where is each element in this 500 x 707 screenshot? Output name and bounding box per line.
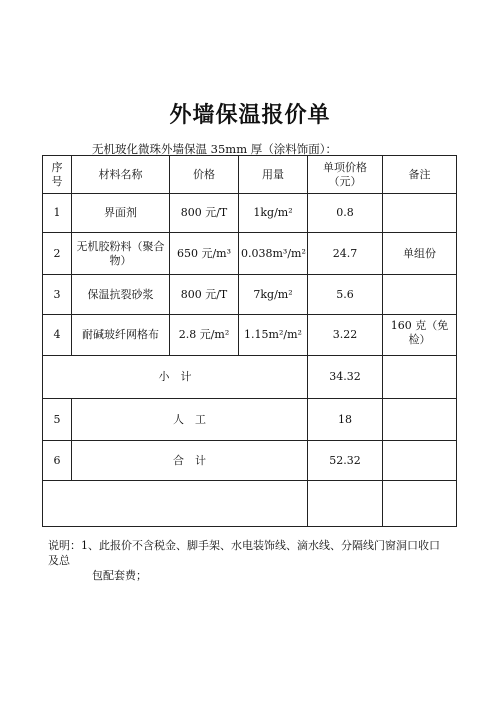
note-line2: 包配套费； [92, 569, 147, 582]
subtotal-row [43, 356, 457, 399]
subtotal-remark [383, 356, 457, 399]
empty-cell [383, 481, 457, 527]
row-unit-price: 24.7 [308, 233, 383, 275]
subtotal-label: 小 计 [43, 356, 308, 399]
row-usage: 0.038m³/m² [239, 233, 308, 275]
row-price: 650 元/m³ [170, 233, 239, 275]
labor-value: 18 [308, 399, 383, 441]
total-remark [383, 441, 457, 481]
row-no: 3 [43, 275, 72, 315]
row-usage: 1.15m²/m² [239, 315, 308, 356]
subtitle: 无机玻化微珠外墙保温 35mm 厚（涂料饰面）： [92, 142, 338, 156]
table-header-row [43, 156, 457, 194]
table-row [43, 233, 457, 275]
total-label: 合 计 [72, 441, 308, 481]
table-row [43, 194, 457, 233]
row-remark [383, 275, 457, 315]
labor-no: 5 [43, 399, 72, 441]
row-price: 800 元/T [170, 275, 239, 315]
header-no [43, 156, 72, 194]
row-no: 1 [43, 194, 72, 233]
header-usage: 用量 [239, 156, 308, 194]
row-no: 2 [43, 233, 72, 275]
row-unit-price: 0.8 [308, 194, 383, 233]
table-row [43, 275, 457, 315]
header-no-line1: 序 [51, 160, 63, 174]
note-line1: 说明：1、此报价不含税金、脚手架、水电装饰线、滴水线、分隔线门窗洞口收口及总 [48, 539, 440, 567]
labor-row [43, 399, 457, 441]
total-value: 52.32 [308, 441, 383, 481]
row-price: 2.8 元/m² [170, 315, 239, 356]
labor-remark [383, 399, 457, 441]
empty-row [43, 481, 457, 527]
row-remark [383, 194, 457, 233]
page-title: 外墙保温报价单 [169, 103, 331, 128]
subtotal-value: 34.32 [308, 356, 383, 399]
row-price: 800 元/T [170, 194, 239, 233]
row-material: 耐碱玻纤网格布 [72, 315, 170, 356]
total-no: 6 [43, 441, 72, 481]
row-unit-price: 3.22 [308, 315, 383, 356]
empty-cell [308, 481, 383, 527]
note [48, 538, 448, 583]
row-usage: 1kg/m² [239, 194, 308, 233]
header-no-line2: 号 [51, 174, 63, 188]
row-material: 界面剂 [72, 194, 170, 233]
header-price: 价格 [170, 156, 239, 194]
table-row [43, 315, 457, 356]
header-remark: 备注 [383, 156, 457, 194]
row-material: 无机胶粉料（聚合物） [72, 233, 170, 275]
quote-table [42, 155, 457, 527]
empty-cell [43, 481, 308, 527]
labor-label: 人 工 [72, 399, 308, 441]
row-unit-price: 5.6 [308, 275, 383, 315]
row-material: 保温抗裂砂浆 [72, 275, 170, 315]
header-material: 材料名称 [72, 156, 170, 194]
row-remark: 160 克（免检） [383, 315, 457, 356]
row-remark: 单组份 [383, 233, 457, 275]
row-usage: 7kg/m² [239, 275, 308, 315]
total-row [43, 441, 457, 481]
row-no: 4 [43, 315, 72, 356]
header-unit-price: 单项价格（元） [308, 156, 383, 194]
